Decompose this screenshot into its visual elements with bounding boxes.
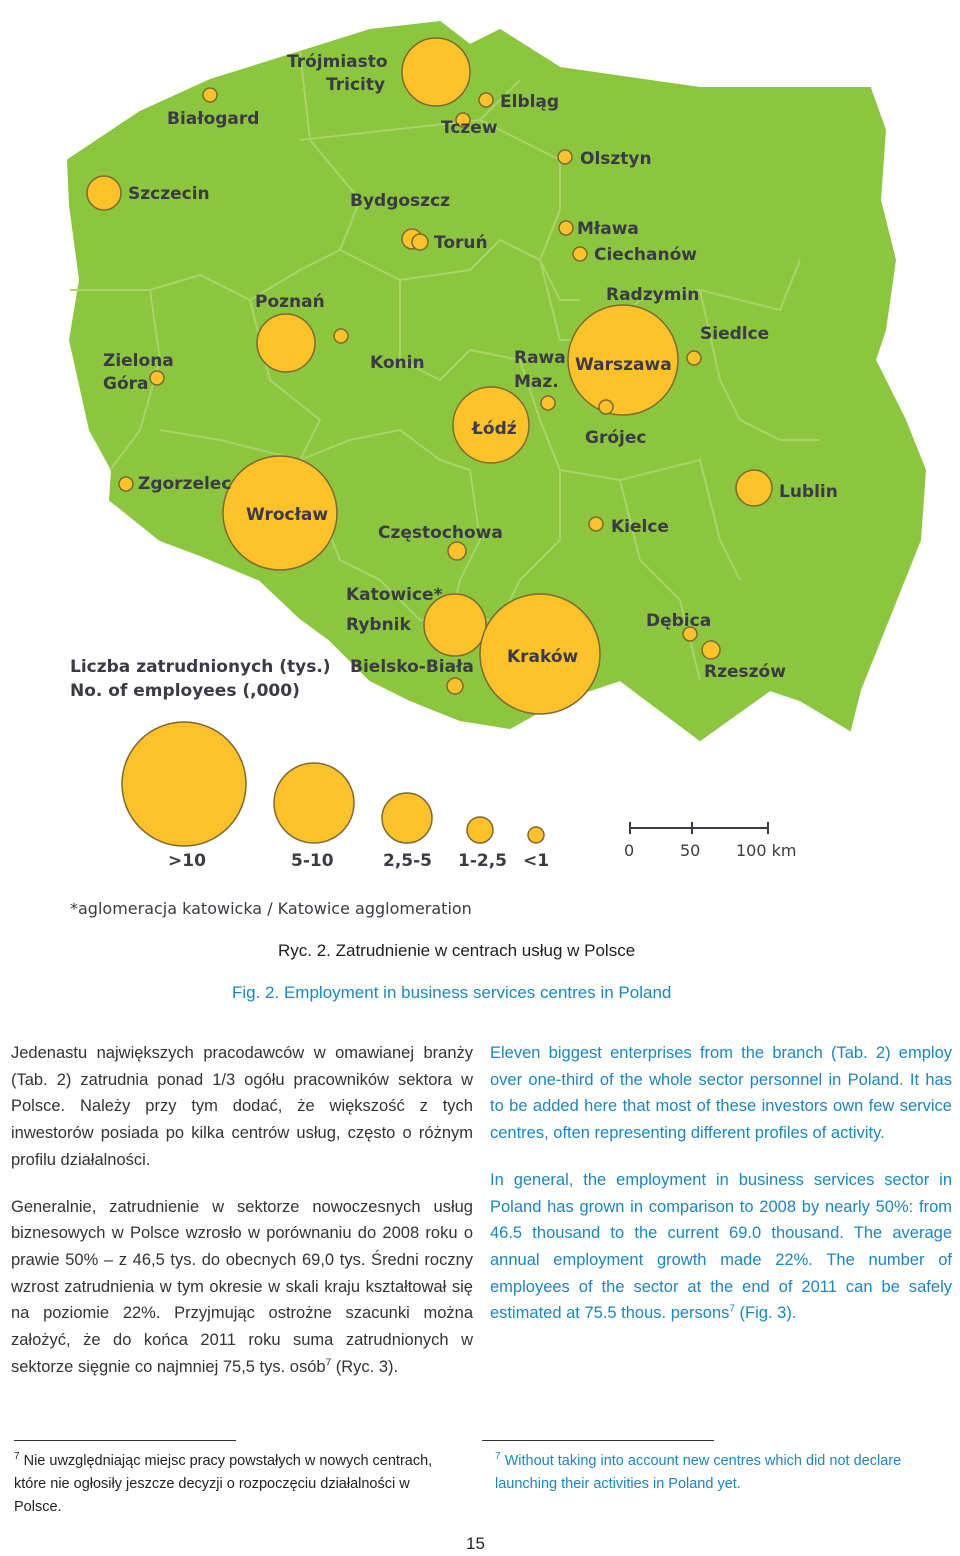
paragraph-pl-2-main: Generalnie, zatrudnienie w sektorze nowoczesnych usług biznesowych w Polsce wzrosło w porównaniu do 2008 roku o prawie 50% – z 46,5 tys. do obecnych 69,0 tys. Średni roczny wzrost zatrudnienia w tym okresie w skali kraju kształtował się na poziomie 22%. Przyjmując ostrożne szacunki można założyć, że do końca 2011 roku suma zatrudnionych w sektorze sięgnie co najmniej 75,5 tys. osób (11, 1197, 473, 1376)
label-tczew: Tczew (441, 118, 498, 138)
footnote-pl (14, 1450, 454, 1519)
legend-class-0: >10 (168, 851, 206, 871)
circle-bialogard (203, 88, 217, 102)
label-debica: Dębica (646, 611, 712, 631)
scale-tick-0: 0 (624, 841, 635, 860)
label-tricity: Tricity (326, 75, 386, 95)
paragraph-pl-1: Jedenastu największych pracodawców w omawianej branży (Tab. 2) zatrudnia ponad 1/3 ogółu pracowników sektora w Polsce. Należy przy tym dodać, że większość z tych inwestorów posiada po kilka centrów usług, często o różnym profilu działalności. (11, 1044, 473, 1169)
footnote-text-en: Without taking into account new centres which did not declare launching their activities in Poland yet. (495, 1453, 902, 1492)
label-czestochowa: Częstochowa (378, 523, 503, 543)
label-zielona-2: Góra (103, 374, 149, 394)
circle-siedlce (687, 351, 701, 365)
circle-bielsko (447, 678, 463, 694)
label-krakow: Kraków (507, 647, 579, 667)
label-zielona-1: Zielona (103, 351, 174, 371)
circle-kielce (589, 517, 603, 531)
footnote-number-pl: 7 (14, 1451, 20, 1463)
circle-grojec (599, 400, 613, 414)
circle-zielona-gora (150, 371, 164, 385)
legend-circle-5-10 (274, 763, 354, 843)
label-trojmiasto: Trójmiasto (287, 52, 388, 72)
circle-elblag (479, 93, 493, 107)
label-elblag: Elbląg (500, 92, 560, 112)
circle-torun (412, 234, 428, 250)
legend-class-2: 2,5-5 (383, 851, 432, 871)
figure-caption-pl: Ryc. 2. Zatrudnienie w centrach usług w Polsce (278, 941, 636, 960)
paragraph-en-2 (490, 1167, 952, 1327)
footnote-number-en: 7 (495, 1451, 501, 1463)
legend-circle-2-5-5 (382, 793, 432, 843)
label-bielsko: Bielsko-Biała (350, 657, 474, 677)
label-mlawa: Mława (577, 219, 639, 239)
footnote-text-pl: Nie uwzględniając miejsc pracy powstałych w nowych centrach, które nie ogłosiły jeszcze decyzji o rozpoczęciu działalności w Polsce. (14, 1453, 433, 1515)
circle-trojmiasto (402, 38, 470, 106)
paragraph-en-1: Eleven biggest enterprises from the branch (Tab. 2) employ over one-third of the whole sector personnel in Poland. It has to be added here that most of these investors own few service centres, often representing different profiles of activity. (490, 1044, 952, 1143)
label-rzeszow: Rzeszów (704, 662, 786, 682)
label-grojec: Grójec (585, 428, 647, 448)
circle-czestochowa (448, 542, 466, 560)
scale-tick-100: 100 km (736, 841, 797, 860)
legend-class-1: 5-10 (291, 851, 334, 871)
footnote-rule-en (482, 1440, 714, 1441)
text-column-en (490, 1040, 952, 1347)
label-lodz: Łódź (472, 419, 517, 439)
circle-mlawa (559, 221, 573, 235)
label-rybnik: Rybnik (346, 615, 411, 635)
circle-rzeszow (702, 641, 720, 659)
circle-ciechanow (573, 247, 587, 261)
label-ciechanow: Ciechanów (594, 245, 697, 265)
label-bialogard: Białogard (167, 109, 260, 129)
footnote-rule-pl (14, 1440, 236, 1441)
circle-zgorzelec (119, 477, 133, 491)
page-number: 15 (466, 1534, 485, 1553)
label-lublin: Lublin (779, 482, 838, 502)
circle-poznan (257, 314, 315, 372)
label-bydgoszcz: Bydgoszcz (350, 191, 451, 211)
footnote-ref-pl: 7 (325, 1357, 332, 1369)
circle-rawa (541, 396, 555, 410)
label-wroclaw: Wrocław (246, 505, 329, 525)
label-rawa-2: Maz. (514, 372, 559, 392)
paragraph-en-2-main: In general, the employment in business services sector in Poland has grown in comparison to 2008 by nearly 50%: from 46.5 thousand to the current 69.0 thousand. The average annual employment growth made 22%. The number of employees of the sector at the end of 2011 can be safely estimated at 75.5 thous. persons (490, 1170, 952, 1323)
circle-szczecin (87, 176, 121, 210)
label-konin: Konin (370, 353, 425, 373)
legend-circle-gt10 (122, 722, 246, 846)
legend-class-4: <1 (523, 851, 550, 871)
legend-circle-1-2-5 (467, 817, 493, 843)
paragraph-pl-2-end: (Ryc. 3). (331, 1357, 399, 1376)
label-torun: Toruń (434, 233, 488, 253)
label-katowice: Katowice* (346, 585, 443, 605)
text-column-pl (11, 1040, 473, 1400)
paragraph-en-2-end: (Fig. 3). (734, 1304, 797, 1323)
label-radzymin: Radzymin (606, 285, 700, 305)
label-siedlce: Siedlce (700, 324, 770, 344)
legend-class-3: 1-2,5 (458, 851, 507, 871)
map-footnote: *aglomeracja katowicka / Katowice agglomeration (70, 899, 472, 918)
label-rawa-1: Rawa (514, 348, 566, 368)
footnote-en (495, 1450, 935, 1496)
legend-circle-lt1 (528, 827, 544, 843)
label-kielce: Kielce (611, 517, 669, 537)
footnote-ref-en: 7 (729, 1303, 735, 1315)
circle-konin (334, 329, 348, 343)
label-olsztyn: Olsztyn (580, 149, 652, 169)
circle-lublin (736, 470, 772, 506)
circle-olsztyn (558, 150, 572, 164)
legend-title-pl: Liczba zatrudnionych (tys.) (70, 657, 331, 677)
label-szczecin: Szczecin (128, 184, 210, 204)
scale-tick-50: 50 (680, 841, 701, 860)
figure-caption-en: Fig. 2. Employment in business services centres in Poland (232, 983, 672, 1002)
paragraph-pl-2 (11, 1194, 473, 1381)
label-poznan: Poznań (255, 292, 325, 312)
legend-title-en: No. of employees (,000) (70, 681, 300, 701)
label-warszawa: Warszawa (575, 355, 672, 375)
label-zgorzelec: Zgorzelec (138, 474, 232, 494)
